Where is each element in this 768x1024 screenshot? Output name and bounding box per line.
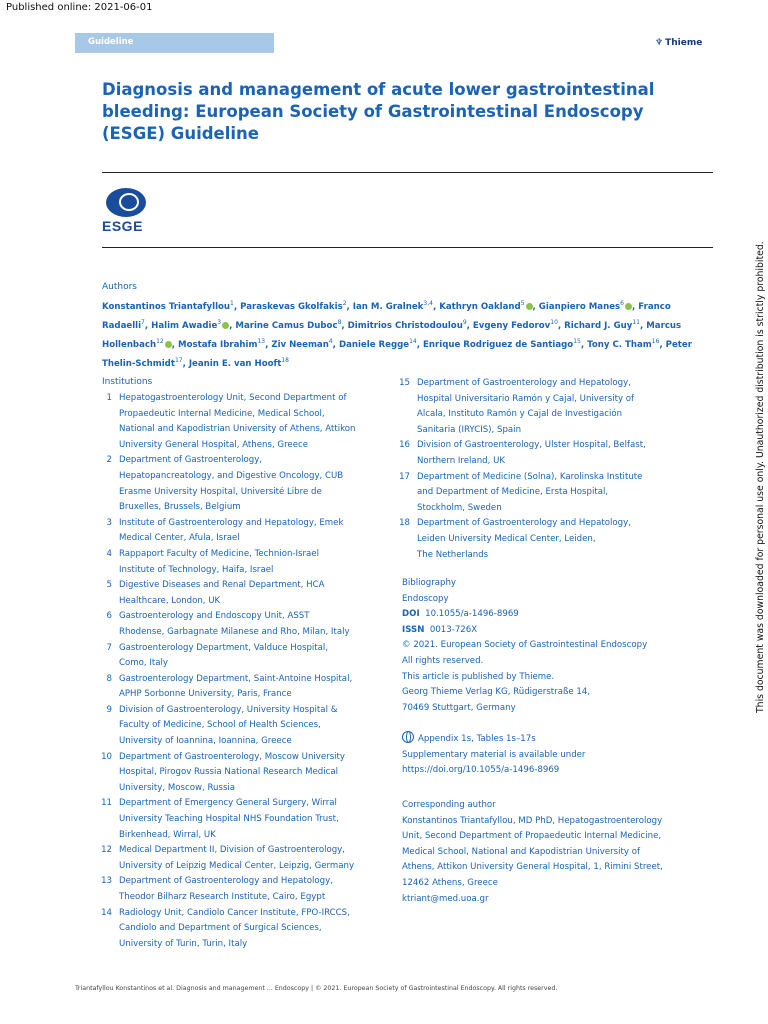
institution-number: 12: [101, 845, 112, 856]
author-affiliation: 15: [573, 337, 581, 345]
institution-line: Rappaport Faculty of Medicine, Technion-Israel: [119, 548, 319, 559]
corresponding-lines: [402, 814, 712, 908]
divider-bottom: [102, 247, 713, 248]
institution-number: 17: [399, 471, 410, 482]
author-affiliation: 14: [409, 337, 417, 345]
institution-item: [90, 391, 390, 453]
institution-text: [417, 376, 688, 438]
institution-item: [90, 843, 390, 874]
institution-line: Digestive Diseases and Renal Department, HCA: [119, 580, 325, 591]
institution-item: [388, 438, 688, 469]
corresponding-line: Athens, Attikon University General Hospital, 1, Rimini Street,: [402, 862, 663, 873]
institution-item: [90, 874, 390, 905]
institution-line: Hepatopancreatology, and Digestive Oncology, CUB: [119, 470, 344, 481]
institution-item: [388, 376, 688, 438]
institution-text: [119, 547, 390, 578]
esge-logo: [102, 188, 152, 234]
institution-item: [90, 906, 390, 953]
institution-text: [417, 470, 688, 517]
institution-item: [90, 703, 390, 750]
institution-number: 8: [106, 673, 112, 684]
institution-number: 15: [399, 378, 410, 388]
author-affiliation: 9: [462, 318, 467, 326]
publisher-logo[interactable]: [655, 38, 702, 48]
esge-logo-mark: [106, 188, 146, 217]
author-affiliation: 16: [651, 337, 660, 345]
institution-text: [119, 578, 390, 609]
institution-number: 10: [101, 751, 112, 762]
institution-text: [119, 796, 390, 843]
author-name: Paraskevas Gkolfakis: [240, 301, 343, 312]
institution-line: Gastroenterology and Endoscopy Unit, ASST: [119, 611, 310, 622]
institution-text: [119, 641, 390, 672]
publisher-name: Thieme: [665, 38, 703, 48]
journal-name: Endoscopy: [402, 593, 449, 604]
author-name: Peter Thelin-Schmidt: [102, 339, 692, 369]
author-name: Konstantinos Triantafyllou: [102, 301, 231, 312]
bibliography-lines: [402, 638, 702, 716]
institution-line: Medical Center, Afula, Israel: [119, 533, 240, 544]
institution-line: Erasme University Hospital, Université Libre de: [119, 486, 322, 497]
institution-line: University, Moscow, Russia: [119, 782, 236, 793]
institution-line: Department of Gastroenterology and Hepatology,: [119, 876, 333, 887]
author-name: Richard J. Guy: [564, 320, 633, 331]
institution-number: 4: [106, 548, 112, 559]
author-affiliation: 7: [141, 318, 145, 326]
supplementary-block: [402, 731, 702, 779]
author-name: Halim Awadie: [151, 320, 218, 331]
institution-line: Division of Gastroenterology, Ulster Hospital, Belfast,: [417, 440, 646, 451]
bibliography-heading: Bibliography: [402, 578, 457, 588]
institution-line: Department of Gastroenterology, Moscow University: [119, 751, 346, 762]
author-name: Gianpiero Manes: [538, 301, 621, 312]
institution-text: [119, 516, 390, 547]
institution-number: 6: [106, 611, 112, 622]
author-affiliation: 11: [632, 318, 640, 326]
institution-text: [119, 672, 390, 703]
institution-line: The Netherlands: [417, 549, 489, 560]
author-name: Ziv Neeman: [271, 339, 329, 350]
institution-number: 14: [101, 907, 112, 918]
corresponding-line: ktriant@med.uoa.gr: [402, 893, 489, 904]
orcid-icon[interactable]: [165, 341, 172, 348]
institution-line: Candiolo and Department of Surgical Sciences,: [119, 923, 322, 934]
institution-line: Division of Gastroenterology, University Hospital &: [119, 704, 338, 715]
institution-item: [388, 470, 688, 517]
corresponding-line: Konstantinos Triantafyllou, MD PhD, Hepatogastroenterology: [402, 815, 663, 826]
institution-line: Rhodense, Garbagnate Milanese and Rho, Milan, Italy: [119, 626, 350, 637]
author-name: Mostafa Ibrahim: [178, 339, 258, 350]
institution-item: [90, 578, 390, 609]
author-affiliation: 1: [230, 300, 234, 307]
institution-line: APHP Sorbonne University, Paris, France: [119, 689, 292, 700]
author-name: Marine Camus Duboc: [235, 320, 338, 331]
page-footer: Triantafyllou Konstantinos et al. Diagnosis and management ... Endoscopy | © 2021. European Society of Gastrointestinal Endoscopy. All rights reserved.: [75, 985, 558, 992]
bibliography-line: 70469 Stuttgart, Germany: [402, 702, 516, 713]
author-name: Kathryn Oakland: [439, 301, 521, 312]
institution-line: Department of Gastroenterology and Hepatology,: [417, 378, 631, 388]
institution-item: [90, 609, 390, 640]
institution-text: [119, 906, 390, 953]
institution-line: Healthcare, London, UK: [119, 595, 221, 606]
institution-line: Department of Gastroenterology,: [119, 455, 263, 466]
institution-line: and Department of Medicine, Ersta Hospital,: [417, 487, 609, 498]
issn-line: [402, 623, 702, 639]
bibliography-block: [402, 576, 702, 716]
authors-heading: Authors: [102, 282, 137, 292]
globe-icon: [402, 731, 414, 743]
institution-item: [90, 672, 390, 703]
institution-line: Hospital Universitario Ramón y Cajal, University of: [417, 393, 635, 404]
institution-line: Stockholm, Sweden: [417, 502, 502, 513]
institution-text: [119, 609, 390, 640]
institution-item: [90, 750, 390, 797]
institution-line: Department of Emergency General Surgery, Wirral: [119, 798, 337, 809]
corresponding-line: Medical School, National and Kapodistrian University of: [402, 846, 640, 857]
author-affiliation: 13: [257, 337, 266, 345]
institution-item: [90, 796, 390, 843]
institution-line: Birkenhead, Wirral, UK: [119, 829, 216, 840]
institution-text: [119, 750, 390, 797]
corresponding-line: Unit, Second Department of Propaedeutic Internal Medicine,: [402, 831, 662, 842]
institution-line: Leiden University Medical Center, Leiden,: [417, 533, 596, 544]
institution-line: Department of Medicine (Solna), Karolinska Institute: [417, 471, 643, 482]
divider-top: [102, 172, 713, 173]
institution-item: [90, 547, 390, 578]
institution-number: 13: [101, 876, 112, 887]
author-name: Franco Radaelli: [102, 301, 671, 331]
author-affiliation: 8: [337, 318, 342, 326]
institution-line: Gastroenterology Department, Valduce Hospital,: [119, 642, 329, 653]
author-name: Daniele Regge: [338, 339, 410, 350]
institution-number: 18: [399, 518, 410, 529]
institution-text: [119, 703, 390, 750]
institution-text: [119, 874, 390, 905]
institutions-heading: Institutions: [102, 377, 153, 387]
institution-line: Hepatogastroenterology Unit, Second Department of: [119, 393, 347, 403]
institution-number: 9: [106, 704, 112, 715]
published-date: Published online: 2021-06-01: [6, 2, 153, 13]
institution-text: [417, 438, 688, 469]
author-affiliation: 5: [520, 300, 525, 307]
institution-line: Propaedeutic Internal Medicine, Medical School,: [119, 408, 325, 419]
corresponding-heading: Corresponding author: [402, 800, 496, 810]
supplementary-line: Supplementary material is available under: [402, 749, 586, 760]
institution-line: Alcala, Instituto Ramón y Cajal de Investigación: [417, 409, 623, 420]
author-name: Dimitrios Christodoulou: [347, 320, 463, 331]
doi-line: [402, 607, 702, 623]
institution-line: Radiology Unit, Candiolo Cancer Institute, FPO-IRCCS,: [119, 907, 350, 918]
bibliography-line: All rights reserved.: [402, 655, 484, 666]
bibliography-line: © 2021. European Society of Gastrointestinal Endoscopy: [402, 640, 648, 651]
institution-text: [417, 516, 688, 563]
institution-item: [90, 453, 390, 515]
supplementary-lines: [402, 748, 702, 779]
institution-text: [119, 453, 390, 515]
author-list: Konstantinos Triantafyllou$^1$, Paraskevas Gkolfakis$^2$, Ian M. Gralnek$^{3,4}$, Kathryn Oakland$^5$ , Gianpiero Manes$^6$ , Franco Radaelli$^7$, Halim Awadie$^3$ , Marine Camus Duboc$^8$, Dimitrios Christodoulou$^9$, Evgeny Fedorov$^{10}$, Richard J. Guy$^{11}$, Marcus Hollenbach$^{12}$ , Mostafa Ibrahim$^{13}$, Ziv Neeman$^4$, Daniele Regge$^{14}$, Enrique Rodriguez de Santiago$^{15}$, Tony C. Tham$^{16}$, Peter Thelin-Schmidt$^{17}$, Jeanin E. van Hooft$^{18}$: [102, 300, 692, 369]
institution-number: 16: [399, 440, 410, 451]
appendix-line: [402, 731, 702, 748]
institutions-list-right: [388, 376, 688, 563]
author-affiliation: 18: [281, 356, 289, 364]
institution-number: 1: [106, 393, 112, 403]
institution-line: University of Turin, Turin, Italy: [119, 938, 248, 949]
author-name: Jeanin E. van Hooft: [188, 358, 282, 369]
article-type-label: Guideline: [88, 37, 134, 47]
orcid-icon[interactable]: [625, 303, 632, 310]
institution-item: [90, 641, 390, 672]
corresponding-author-block: [402, 798, 712, 907]
distribution-notice: This document was downloaded for personal use only. Unauthorized distribution is strictly prohibited.: [755, 241, 766, 713]
author-affiliation: 12: [156, 337, 164, 345]
article-type-bar: [75, 33, 274, 53]
appendix-text[interactable]: Appendix 1s, Tables 1s–17s: [418, 734, 536, 744]
author-name: Evgeny Fedorov: [472, 320, 551, 331]
bibliography-line: Georg Thieme Verlag KG, Rüdigerstraße 14,: [402, 687, 591, 698]
institution-item: [388, 516, 688, 563]
institution-number: 3: [106, 517, 112, 528]
institution-line: Sanitaria (IRYCIS), Spain: [417, 424, 522, 435]
institution-item: [90, 516, 390, 547]
issn-value: 0013-726X: [429, 624, 478, 635]
author-affiliation: 17: [174, 356, 183, 364]
institution-number: 2: [106, 455, 112, 466]
supplementary-line: https://doi.org/10.1055/a-1496-8969: [402, 765, 560, 776]
institution-number: 11: [101, 798, 112, 809]
institution-line: Faculty of Medicine, School of Health Sciences,: [119, 720, 321, 731]
institution-line: Institute of Gastroenterology and Hepatology, Emek: [119, 517, 344, 528]
article-title: Diagnosis and management of acute lower gastrointestinal bleeding: European Society of Gastrointestinal Endoscopy (ESGE) Guideline: [102, 80, 655, 143]
author-name: Tony C. Tham: [587, 339, 652, 350]
institution-number: 7: [106, 642, 112, 653]
institution-line: Como, Italy: [119, 658, 168, 669]
author-name: Ian M. Gralnek: [352, 301, 424, 312]
institution-line: Theodor Bilharz Research Institute, Cairo, Egypt: [119, 892, 326, 902]
thieme-icon: ♆: [655, 38, 664, 48]
institutions-list-left: [90, 391, 390, 952]
author-affiliation: 3,4: [423, 300, 433, 307]
institution-line: Medical Department II, Division of Gastroenterology,: [119, 845, 346, 856]
author-affiliation: 2: [342, 300, 347, 307]
institution-text: [119, 391, 390, 453]
doi-label: DOI: [402, 609, 420, 620]
institution-line: Hospital, Pirogov Russia National Research Medical: [119, 767, 339, 778]
orcid-icon[interactable]: [526, 303, 533, 310]
author-affiliation: 4: [328, 337, 333, 345]
author-affiliation: 3: [217, 318, 222, 326]
bibliography-line: This article is published by Thieme.: [402, 671, 555, 682]
institution-line: University General Hospital, Athens, Greece: [119, 439, 309, 450]
institution-text: [119, 843, 390, 874]
institution-line: Northern Ireland, UK: [417, 455, 505, 466]
esge-logo-text: ESGE: [102, 218, 143, 234]
institution-line: Gastroenterology Department, Saint-Antoine Hospital,: [119, 673, 353, 684]
institution-line: National and Kapodistrian University of Athens, Attikon: [119, 424, 356, 435]
institution-number: 5: [106, 580, 112, 591]
doi-value[interactable]: 10.1055/a-1496-8969: [425, 609, 519, 620]
issn-label: ISSN: [402, 624, 425, 635]
institution-line: Bruxelles, Brussels, Belgium: [119, 502, 241, 513]
corresponding-line: 12462 Athens, Greece: [402, 877, 498, 888]
institution-line: University of Ioannina, Ioannina, Greece: [119, 736, 292, 747]
author-affiliation: 10: [550, 318, 558, 326]
institution-line: University of Leipzig Medical Center, Leipzig, Germany: [119, 860, 355, 871]
author-name: Enrique Rodriguez de Santiago: [423, 339, 574, 350]
orcid-icon[interactable]: [222, 322, 229, 329]
author-name: Marcus Hollenbach: [102, 320, 682, 350]
institution-line: University Teaching Hospital NHS Foundation Trust,: [119, 814, 339, 825]
institution-line: Department of Gastroenterology and Hepatology,: [417, 518, 631, 529]
institution-line: Institute of Technology, Haifa, Israel: [119, 564, 274, 575]
author-affiliation: 6: [620, 300, 624, 307]
